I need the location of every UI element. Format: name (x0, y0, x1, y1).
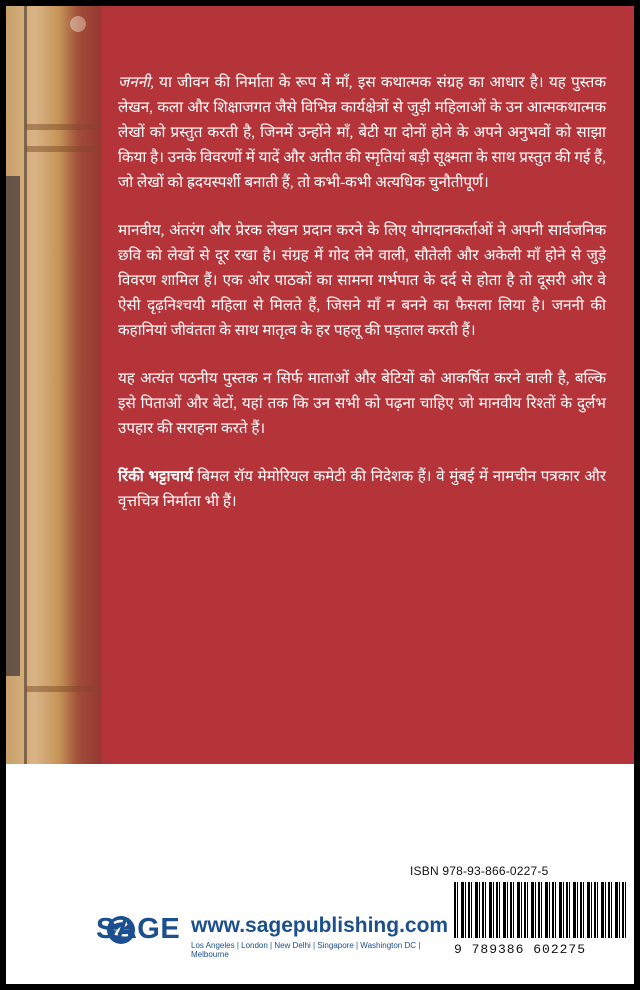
barcode (454, 882, 628, 960)
barcode-digits: 9 789386 602275 (454, 942, 587, 957)
blurb-paragraph-3: यह अत्यंत पठनीय पुस्तक न सिर्फ माताओं और बेटियों को आकर्षित करने वाली है, बल्कि इसे पिताओं और बेटों, यहां तक कि उन सभी को पढ़ना चाहिए जो मानवीय रिश्तों के दुर्लभ उपहार की सराहना करते हैं। (118, 370, 606, 437)
publisher-block (63, 911, 449, 959)
book-back-cover (6, 6, 634, 984)
painting-window (6, 176, 20, 676)
red-panel (6, 6, 634, 764)
blurb-paragraph-2: मानवीय, अंतरंग और प्रेरक लेखन प्रदान करने के लिए योगदानकर्ताओं ने अपनी सार्वजनिक छवि को लेखों से दूर रखा है। संग्रह में गोद लेने वाली, सौतेली और अकेली माँ होने से जुड़े विवरण शामिल हैं। एक ओर पाठकों का सामना गर्भपात के दर्द से होता है तो दूसरी ओर वे ऐसी दृढ़निश्चयी महिला से मिलते हैं, जिसने माँ न बनने का फैसला लिया है। जननी की कहानियां जीवंतता के साथ मातृत्व के हर पहलू की पड़ताल करती हैं। (118, 222, 606, 339)
painting-shade (66, 6, 102, 764)
painting-strip-image (6, 6, 102, 764)
publisher-cities: Los Angeles | London | New Delhi | Singapore | Washington DC | Melbourne (191, 941, 421, 959)
author-bio: रिंकी भट्टाचार्य बिमल रॉय मेमोरियल कमेटी की निदेशक हैं। वे मुंबई में नामचीन पत्रकार और वृत्तचित्र निर्माता भी हैं। (118, 468, 606, 510)
publisher-name: SAGE (96, 913, 181, 945)
author-name: रिंकी भट्टाचार्य (118, 468, 193, 485)
blurb-paragraph-1: जननी, या जीवन की निर्माता के रूप में माँ, इस कथात्मक संग्रह का आधार है। यह पुस्तक लेखन, कला और शिक्षाजगत जैसे विभिन्न कार्यक्षेत्रों से जुड़ी महिलाओं के उन आत्मकथात्मक लेखों को प्रस्तुत करती है, जिनमें उन्होंने माँ, बेटी या दोनों होने के अपने अनुभवों को साझा किया है। उनके विवरणों में यादें और अतीत की स्मृतियां बड़ी सूक्ष्मता के साथ प्रस्तुत की गई हैं, जो लेखों को ह्रदयस्पर्शी बनाती हैं, तो कभी-कभी अत्यधिक चुनौतीपूर्ण। (118, 74, 606, 191)
title-italic: जननी (118, 74, 151, 91)
isbn-label: ISBN 978-93-866-0227-5 (410, 864, 549, 878)
barcode-bars (454, 882, 628, 938)
blurb-text (118, 70, 606, 537)
publisher-url: www.sagepublishing.com (191, 914, 449, 937)
painting-line (24, 6, 27, 764)
